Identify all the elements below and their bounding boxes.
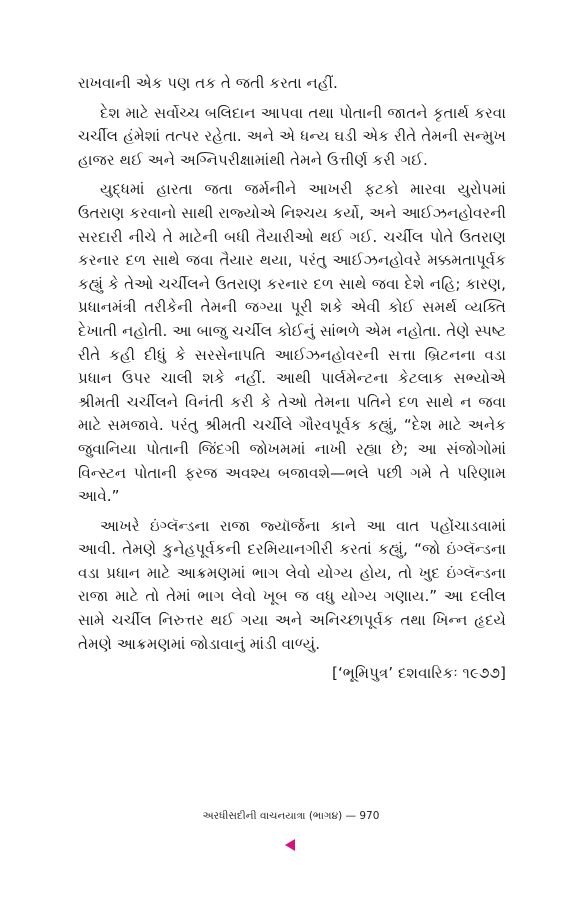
- body-text: [78, 72, 506, 686]
- paragraph-2: દેશ માટે સર્વોચ્ચ બલિદાન આપવા તથા પોતાની જાતને કૃતાર્થ કરવા ચર્ચીલ હંમેશાં તત્પર રહેતા. અને એ ધન્ય ઘડી એક રીતે તેમની સન્મુખ હાજર થઈ અને અગ્નિપરીક્ષામાંથી તેમને ઉત્તીર્ણ કરી ગઈ.: [78, 103, 506, 169]
- paragraph-3: યુદ્ધમાં હારતા જતા જર્મનીને આખરી ફટકો મારવા યુરોપમાં ઉતરાણ કરવાનો સાથી રાજ્યોએ નિશ્ચય કર્યો, અને આઈઝનહોવરની સરદારી નીચે તે માટેની બધી તૈયારીઓ થઈ ગઈ. ચર્ચીલ પોતે ઉતરાણ કરનાર દળ સાથે જવા તૈયાર થયા, પરંતુ આઈઝનહોવરે મક્કમતાપૂર્વક કહ્યું કે તેઓ ચર્ચીલને ઉતરાણ કરનાર દળ સાથે જવા દેશે નહિ; કારણ, પ્રધાનમંત્રી તરીકેની તેમની જગ્યા પૂરી શકે એવી કોઈ સમર્થ વ્યક્તિ દેખાતી નહોતી. આ બાજુ ચર્ચીલ કોઈનું સાંભળે એમ નહોતા. તેણે સ્પષ્ટ રીતે કહી દીધું કે સરસેનાપતિ આઈઝનહોવરની સત્તા બ્રિટનના વડા પ્રધાન ઉપર ચાલી શકે નહીં. આથી પાર્લમેન્ટના કેટલાક સભ્યોએ શ્રીમતી ચર્ચીલને વિનંતી કરી કે તેઓ તેમના પતિને દળ સાથે ન જવા માટે સમજાવે. પરંતુ શ્રીમતી ચર્ચીલે ગૌરવપૂર્વક કહ્યું, “દેશ માટે અનેક જુવાનિયા પોતાની જિંદગી જોખમમાં નાખી રહ્યા છે; આ સંજોગોમાં વિન્સ્ટન પોતાની ફરજ અવશ્ય બજાવશે—ભલે પછી ગમે તે પરિણામ આવે.”: [78, 180, 506, 506]
- paragraph-1: રાખવાની એક પણ તક તે જતી કરતા નહીં.: [78, 74, 338, 92]
- page-footer: અરધીસદીની વાચનયાત્રા (ભાગ૪) — 970: [202, 810, 380, 822]
- paragraph-4: આખરે ઇંગ્લૅન્ડના રાજા જ્યૉર્જના કાને આ વાત પહોંચાડવામાં આવી. તેમણે કુનેહપૂર્વકની દરમિયાનગીરી કરતાં કહ્યું, “જો ઇંગ્લૅન્ડના વડા પ્રધાન માટે આક્રમણમાં ભાગ લેવો યોગ્ય હોય, તો ખુદ ઇંગ્લૅન્ડના રાજા માટે તો તેમાં ભાગ લેવો ખૂબ જ વધુ યોગ્ય ગણાય.” આ દલીલ સામે ચર્ચીલ નિરુત્તર થઈ ગયા અને અનિચ્છાપૂર્વક તથા ખિન્ન હૃદયે તેમણે આક્રમણમાં જોડાવાનું માંડી વાળ્યું.: [78, 516, 506, 653]
- source-citation: [‘ભૂમિપુત્ર’ દશવારિકઃ ૧૯૭૭]: [332, 664, 506, 683]
- previous-page-arrow-icon[interactable]: [285, 839, 295, 851]
